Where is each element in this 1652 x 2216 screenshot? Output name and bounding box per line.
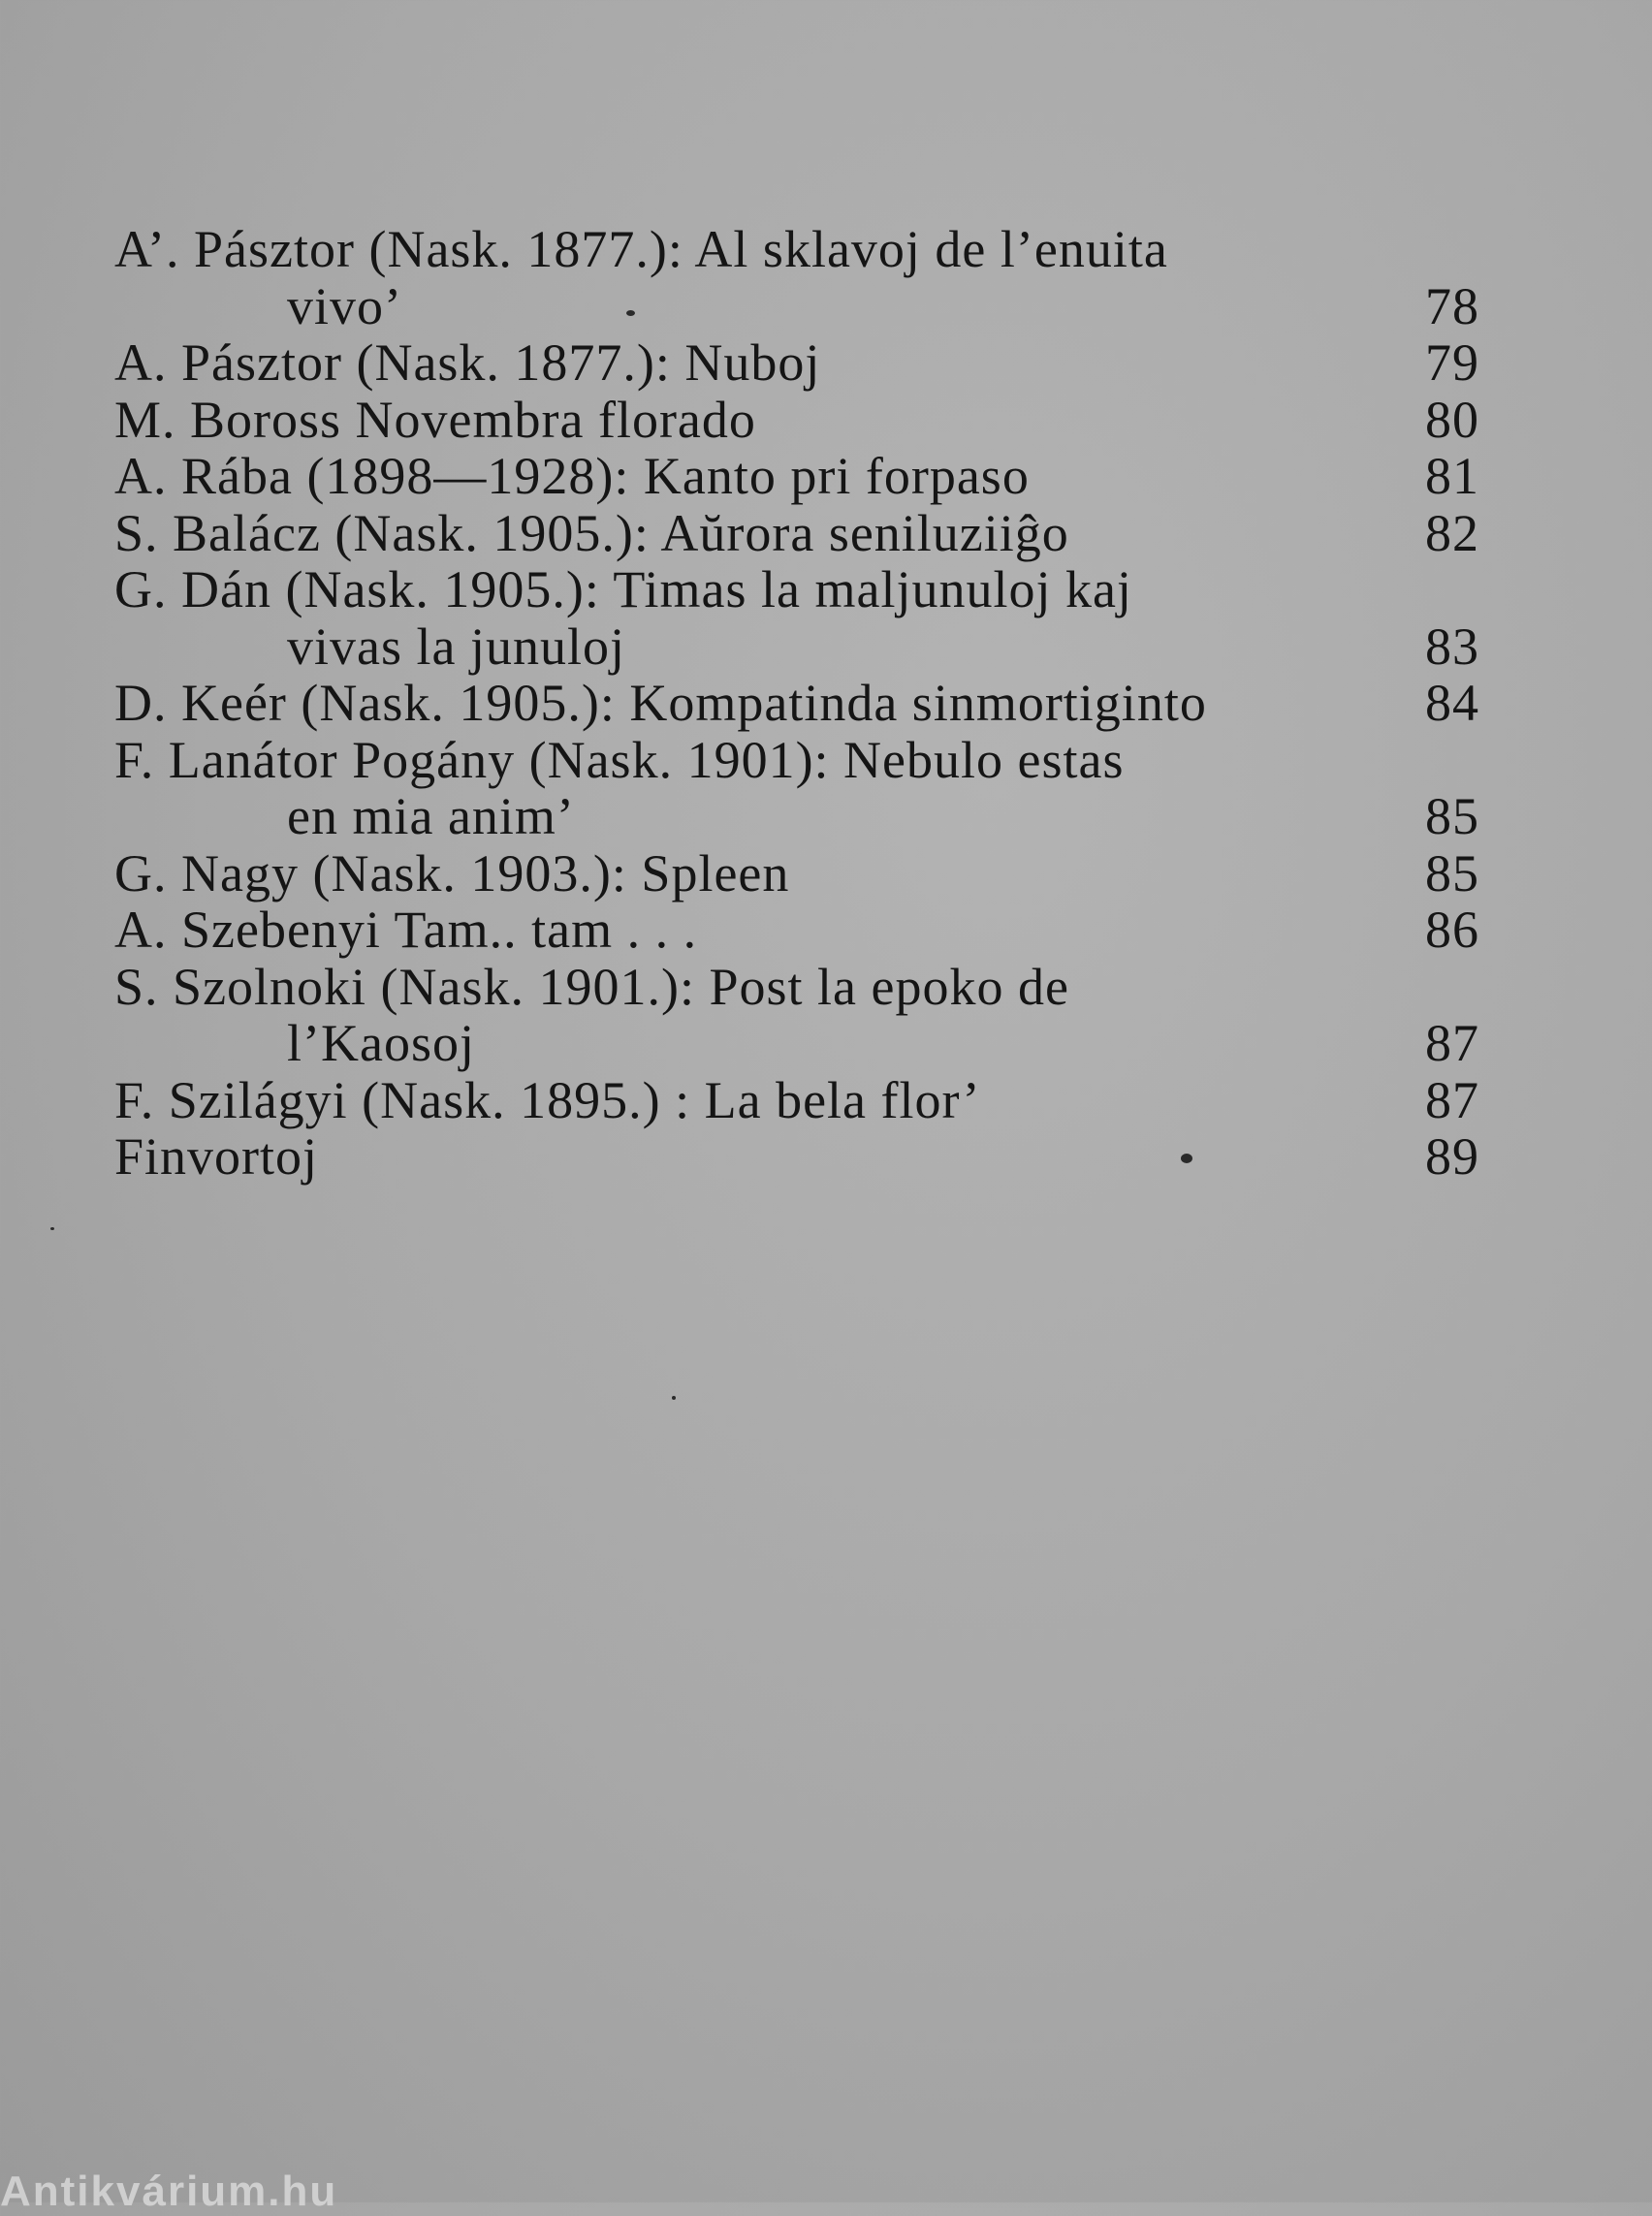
toc-entry [114,333,1479,392]
page-number: 82 [1425,503,1479,562]
toc-entry [114,560,1479,676]
ink-speck [626,310,635,316]
page-number: 87 [1425,1014,1479,1072]
page-number: 78 [1425,276,1479,335]
entry-title: A. Pásztor (Nask. 1877.): Nuboj [114,333,821,392]
toc-entry [114,1070,1479,1129]
entry-title-continuation: vivo’ [287,276,402,335]
entry-title-continuation: l’Kaosoj [287,1014,475,1072]
entry-title: Finvortoj [114,1127,319,1186]
entry-title-continuation: vivas la junuloj [287,617,625,676]
entry-title: M. Boross Novembra florado [114,390,756,449]
toc-entry [114,390,1479,449]
entry-title-continuation: en mia anim’ [287,787,575,845]
table-of-contents [114,220,1479,1186]
page-number: 85 [1425,843,1479,902]
ink-speck [1181,1154,1192,1163]
page-number: 84 [1425,674,1479,732]
page-number: 79 [1425,333,1479,392]
entry-title: A. Rába (1898—1928): Kanto pri forpaso [114,447,1030,505]
ink-speck [50,1227,54,1230]
toc-entry [114,843,1479,902]
toc-entry [114,730,1479,845]
entry-title: F. Szilágyi (Nask. 1895.) : La bela flor’ [114,1070,981,1129]
entry-title: F. Lanátor Pogány (Nask. 1901): Nebulo estas [114,730,1125,789]
toc-entry [114,447,1479,505]
entry-title: S. Balácz (Nask. 1905.): Aŭrora seniluziiĝo [114,503,1069,562]
entry-title: S. Szolnoki (Nask. 1901.): Post la epoko de [114,957,1069,1016]
page-number: 86 [1425,901,1479,959]
page-number: 85 [1425,787,1479,845]
page-number: 87 [1425,1070,1479,1129]
toc-entry [114,901,1479,959]
toc-entry [114,220,1479,335]
entry-title: D. Keér (Nask. 1905.): Kompatinda sinmortiginto [114,674,1207,732]
page-number: 81 [1425,447,1479,505]
entry-title: G. Dán (Nask. 1905.): Timas la maljunuloj kaj [114,560,1132,618]
entry-title: A’. Pásztor (Nask. 1877.): Al sklavoj de l’enuita [114,220,1168,278]
page-number: 89 [1425,1127,1479,1186]
page-number: 83 [1425,617,1479,676]
toc-entry [114,674,1479,732]
watermark: Antikvárium.hu [0,2168,338,2215]
entry-title: G. Nagy (Nask. 1903.): Spleen [114,843,790,902]
toc-entry [114,1127,1479,1186]
toc-entry [114,503,1479,562]
entry-title: A. Szebenyi Tam.. tam . . . [114,901,698,959]
page-number: 80 [1425,390,1479,449]
ink-speck [672,1396,676,1400]
toc-entry [114,957,1479,1072]
